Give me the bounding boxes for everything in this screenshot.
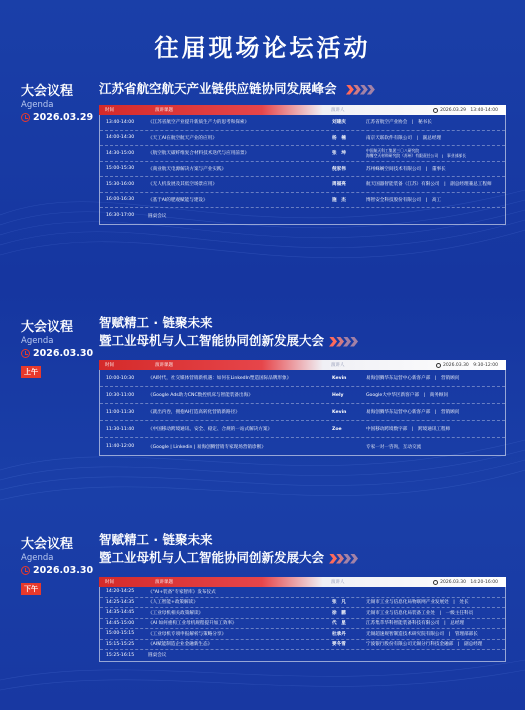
row-topic: 《天工AI在航空航天产业的应用》 [148,135,217,141]
header-time: 时间 [105,108,114,113]
row-topic: 圆桌会议 [148,213,167,219]
table-row [100,619,505,630]
header-datetime [436,362,498,368]
clock-icon [21,113,30,122]
row-topic: 《商业航天电源解决方案与产业实践》 [148,166,227,172]
row-speaker-org: 易海创腾华东运营中心新客户部 | 营销顾问 [366,410,460,415]
row-time: 15:15-15:25 [106,641,135,647]
agenda-date [21,112,103,123]
row-time: 14:35-14:45 [106,610,135,616]
table-header [99,577,506,587]
agenda-title: 大会议程 [21,320,74,335]
row-topic: 《人工智能+政策解读》 [148,600,198,606]
table-row [100,387,505,404]
agenda-subtitle: Agenda [21,100,54,110]
table-row [100,193,505,209]
row-topic: 《无人机发展及其低空场景应用》 [148,182,217,188]
conference-title [99,80,375,98]
row-speaker-name: 张 坤 [332,151,346,157]
row-speaker-org: 江苏省航空产业协会 | 秘书长 [366,120,432,126]
conference-title-line1: 智赋精工 · 链聚未来 [99,315,213,330]
table-row [100,404,505,421]
row-topic: 《AI时代，社交媒体营销新机遇：如何在LinkedIn塑造国际品牌形象》 [148,376,292,381]
row-speaker-org: 航天国器智能装备（江苏）有限公司 | 副总经理兼总工程师 [366,182,492,188]
table-header [99,360,506,370]
chevron-right-icon [330,337,358,347]
header-datetime-text: 2026.03.30 14:20-16:00 [440,580,498,585]
row-topic: 《AI赋能制造企业金融新生态》 [148,642,213,648]
row-speaker-name: 要冬雪 [332,642,346,648]
row-speaker-name: 周福亮 [332,182,346,188]
header-time: 时间 [105,580,114,585]
session-badge: 下午 [21,583,41,595]
table-row [100,162,505,178]
row-topic: 《中国移动跨境通讯、安全、稳定、合规的一站式解决方案》 [148,427,273,432]
row-time: 10:00-10:30 [106,375,135,381]
row-topic: 《航空航天碳纤维复合材料技术迭代与应用前景》 [148,151,250,157]
row-speaker-org: 易海创腾华东运营中心新客户部 | 营销顾问 [366,376,460,381]
row-topic: 《AI 如何重构工业母机规程提升加工效率》 [148,621,237,627]
row-time: 16:30-17:00 [106,213,135,219]
row-time: 14:20-14:25 [106,589,135,595]
row-speaker-org: 南京天联软件有限公司 | 副总经理 [366,135,442,141]
schedule-table [99,105,506,225]
row-speaker-name: 刘建庆 [332,120,346,126]
table-row [100,629,505,640]
row-speaker-name: 张 凡 [332,600,346,606]
row-speaker-name: Kevin [332,409,347,415]
date-text: 2026.03.29 [33,112,94,123]
table-row [100,640,505,651]
schedule-table [99,360,506,456]
row-speaker-org: 专家一对一咨询，互动交流 [366,444,422,450]
row-time: 14:00-14:30 [106,135,135,141]
table-row [100,608,505,619]
agenda-date [21,565,103,576]
row-topic: 《基于AI的肥观赋能与建设》 [148,197,208,203]
header-speaker: 演讲人 [331,580,345,585]
conference-title-line2: 暨工业母机与人工智能协同创新发展大会 [99,333,325,348]
chevron-right-icon [330,554,358,564]
header-datetime [433,107,498,113]
row-topic: 《Google | Linkedin | 易海创腾营销专家现场营销诊断》 [148,444,266,450]
row-speaker-org: 宁波银行股份有限公司无锡分行科技金融部 | 副总经理 [366,642,483,648]
conference-title-line2: 暨工业母机与人工智能协同创新发展大会 [99,550,325,565]
row-speaker-org: 江苏集萃华科智能装备科技有限公司 | 总经理 [366,621,465,627]
row-topic: 《工业母机相关政策解读》 [148,610,204,616]
header-datetime [433,579,498,585]
clock-icon [436,363,441,368]
table-row [100,146,505,162]
table-row [100,115,505,131]
row-speaker-name: 徐 鹏 [332,610,346,616]
row-speaker-name: 杨 楠 [332,135,346,141]
table-row [100,131,505,147]
clock-icon [433,108,438,113]
row-time: 11:30-11:40 [106,426,135,432]
row-speaker-name: Hely [332,392,344,398]
header-datetime-text: 2026.03.30 9:30-12:00 [443,363,498,368]
header-speaker: 演讲人 [331,108,345,113]
header-time: 时间 [105,363,114,368]
conference-title-line1: 江苏省航空航天产业链供应链协同发展峰会 [99,81,337,96]
header-topic: 演讲课题 [155,108,173,113]
row-topic: 圆桌会议 [148,653,167,659]
agenda-block [21,533,103,595]
table-row [100,598,505,609]
row-time: 16:00-16:30 [106,197,135,203]
table-row [100,650,505,661]
row-speaker-org: 中国航天科工集团三〇八研究院 海鹰空天材料研究院（苏州）有限责任公司 | 事业部部长 [366,147,466,159]
row-speaker-name: Kevin [332,375,347,381]
agenda-block [21,316,103,378]
row-speaker-org: 中国移动跨境数字部 | 跨境通讯工程师 [366,427,451,432]
row-speaker-name: Zoe [332,426,342,432]
row-speaker-org: 无锡超速规智制造技术研究院有限公司 | 管理部部长 [366,631,478,637]
row-topic: 《Google Ads助力CNC数控机床与智能装备出海》 [148,393,253,398]
clock-icon [21,566,30,575]
table-row [100,177,505,193]
date-text: 2026.03.30 [33,565,94,576]
clock-icon [21,349,30,358]
table-body [99,115,506,225]
table-row [100,438,505,455]
row-speaker-name: 代 星 [332,621,346,627]
chevron-right-icon [347,85,375,95]
table-row [100,421,505,438]
agenda-date [21,348,103,359]
row-topic: 《工业母机专项申报解析与策略分享》 [148,631,227,637]
row-speaker-org: 无锡市工业与信息化局物联网产业发展处 | 处长 [366,600,469,606]
agenda-block [21,80,103,123]
clock-icon [433,580,438,585]
row-speaker-org: 博智安全科技股份有限公司 | 高工 [366,197,442,203]
row-time: 15:25-16:15 [106,652,135,658]
header-topic: 演讲课题 [155,580,173,585]
agenda-subtitle: Agenda [21,553,54,563]
row-time: 14:30-15:00 [106,150,135,156]
row-speaker-name: 杜承丹 [332,631,346,637]
row-time: 13:40-14:00 [106,119,135,125]
row-time: 11:00-11:30 [106,409,135,415]
agenda-title: 大会议程 [21,537,74,552]
row-topic: 《"AI+装备"专家智库》发布仪式 [148,589,216,595]
conference-title-line1: 智赋精工 · 链聚未来 [99,532,213,547]
row-speaker-name: 施 杰 [332,197,346,203]
agenda-subtitle: Agenda [21,336,54,346]
table-row [100,370,505,387]
row-topic: 《就出内卷，拥抱AI打造高转化营销新路径》 [148,410,240,415]
row-topic: 《江苏省航空产业提升新质生产力的思考和探索》 [148,120,250,126]
conference-title [99,314,358,350]
row-speaker-org: 无锡市工业与信息化局装备工业处 | 一级主任科员 [366,610,474,616]
session-badge: 上午 [21,366,41,378]
header-datetime-text: 2026.03.29 13:40-14:00 [440,108,498,113]
header-speaker: 演讲人 [331,363,345,368]
row-time: 15:00-15:15 [106,631,135,637]
row-time: 15:00-15:30 [106,166,135,172]
table-body [99,370,506,456]
row-time: 14:25-14:35 [106,599,135,605]
agenda-title: 大会议程 [21,84,74,99]
schedule-table [99,577,506,662]
conference-title [99,531,358,567]
row-speaker-org: Google大中华区新客户部 | 商务顾问 [366,393,449,398]
table-row [100,587,505,598]
row-time: 14:45-15:00 [106,620,135,626]
table-row [100,208,505,224]
date-text: 2026.03.30 [33,348,94,359]
row-time: 10:30-11:00 [106,392,135,398]
row-time: 11:40-12:00 [106,444,135,449]
page-title: 往届现场论坛活动 [154,34,371,62]
row-speaker-name: 倪家伟 [332,166,346,172]
table-header [99,105,506,115]
row-speaker-org: 苏州蛛娴空间技术有限公司 | 董事长 [366,166,446,172]
row-time: 15:30-16:00 [106,181,135,187]
table-body [99,587,506,662]
header-topic: 演讲课题 [155,363,173,368]
